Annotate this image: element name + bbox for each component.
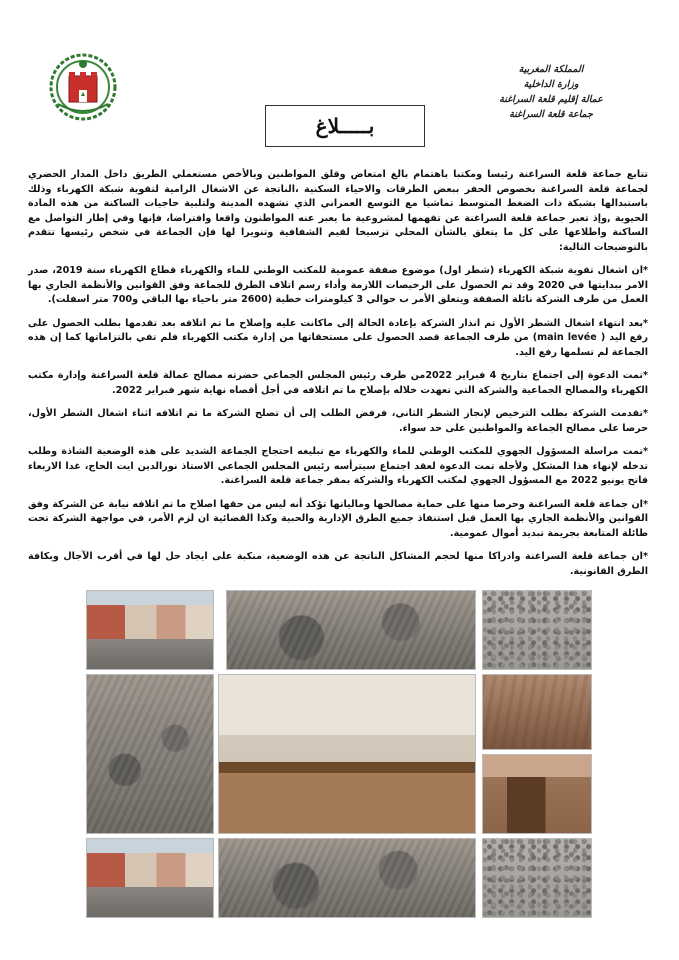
trench-photo bbox=[482, 754, 592, 834]
dirt-road-photo bbox=[482, 674, 592, 750]
damaged-road-photo bbox=[218, 838, 476, 918]
paragraph-7: *ان جماعة قلعة السراغنة وادراكا منها لحجم المشاكل الناتجة عن هذه الوضعية، منكبة على ايجاد حل لها في أقرب الآجال وبكافة الطرق القانونية. bbox=[28, 551, 648, 577]
header-line-ministry: وزارة الداخلية bbox=[523, 79, 579, 90]
paragraph-3: *تمت الدعوة إلى اجتماع بتاريخ 4 فبراير 2022من طرف رئيس المجلس الجماعي حضرته مصالح عمالة قلعة السراغنة وإدارة مكتب الكهرباء والمصالح الجماعية والشركة التي تعهدت خلاله بإصلاح ما تم اتلافه في أجل أقصاه نهاية شهر فبراير 2022. bbox=[28, 370, 648, 396]
road-repair-photo bbox=[86, 674, 214, 834]
gravel-closeup-photo bbox=[482, 590, 592, 670]
paragraph-5: *تمت مراسلة المسؤول الجهوي للمكتب الوطني للماء والكهرباء مع تبليغه احتجاج الجماعة الشديد على هذه الوضعية الشاذة وطلب تدخله لإنهاء هذا المشكل ولأجله تمت الدعوة لعقد اجتماع سيترأسه رئيس المجلس الجماعي الاستاذ نورالدين ايت الحاج، غدا الاربعاء فاتح يونيو 2022 مع المسؤول الجهوي لمكتب الكهرباء والشركة بمقر جماعة قلعة السراغنة. bbox=[28, 446, 648, 486]
paragraph-intro: تتابع جماعة قلعة السراغنة رئيسا ومكتبا باهتمام بالغ امتعاض وقلق المواطنين وبالأخص مستعملي الطريق داخل المدار الحضري لجماعة قلعة السراغنة بخصوص الحفر ببعض الطرقات والاحياء السكنية ،الناتجة عن الاشغال الرامية لتقوية شبكة الكهرباء وذلك باستبدالها بشبكة ذات الضغط المتوسط تماشيا مع التوسع العمراني الذي تشهده المدينة ولتلبية حاجيات الساكنة من هذه المادة الحيوية ,وإذ تعبر جماعة قلعة السراغنة عن تفهمها لمشروعية ما يعبر عنه المواطنون واقعا وافتراضا، فإنها وفي إطار التواصل مع الساكنة واطلاعها على كل ما يتعلق بالشأن المحلي ترسيخا لقيم الشفافية وتنويرا لها فإن الجماعة في شخص رئيسها تتقدم بالتوضيحات التالية: bbox=[28, 169, 648, 253]
meeting-photo bbox=[218, 674, 476, 834]
paragraph-1: *ان اشغال تقوية شبكة الكهرباء (شطر اول) موضوع صفقة عمومية للمكتب الوطني للماء والكهرباء قطاع الكهرباء سنة 2019، صدر الامر ببدايتها في 2020 وقد تم الحصول على الرخيصات اللازمة وأداء رسم اتلاف الطرق للجماعة وفق القوانين والأنظمة الجاري بها العمل من طرف الشركة نائلة الصفقة ويتعلق الأمر ب حوالي 3 كيلومترات خطية (2600 متر باحياء بها الباقي و700 متر اسفلت). bbox=[28, 265, 649, 305]
header-block bbox=[481, 62, 621, 122]
title-box bbox=[265, 105, 425, 147]
street-buildings-photo bbox=[86, 838, 214, 918]
gravel-surface-photo bbox=[482, 838, 592, 918]
street-workers-photo bbox=[86, 590, 214, 670]
header-line-kingdom: المملكة المغربية bbox=[518, 64, 584, 75]
municipality-logo-icon bbox=[48, 52, 118, 122]
paragraph-4: *تقدمت الشركة بطلب الترخيص لإنجاز الشطر الثاني، فرفض الطلب إلى أن تصلح الشركة ما تم اتلافه اثناء اشغال الشطر الأول، حرصا على مصالح الجماعة والمواطنين على حد سواء. bbox=[28, 408, 648, 434]
header-line-prefecture: عمالة إقليم قلعة السراغنة bbox=[499, 94, 603, 105]
header-line-commune: جماعة قلعة السراغنة bbox=[509, 109, 593, 120]
page-title: بـــــلاغ bbox=[315, 114, 375, 138]
road-damage-photo bbox=[226, 590, 476, 670]
communique-body bbox=[28, 168, 648, 588]
paragraph-6: *ان جماعة قلعة السراغنة وحرصا منها على حماية مصالحها ومالياتها تؤكد أنه ليس من حقها اصلاح ما تم اتلافه نيابة عن الشركة وفق القوانين والأنظمة الجاري بها العمل قبل استنفاذ جميع الطرق الإدارية والحبية وكذا القضائية ان لزم الأمر، في مواجهة الشركة تحت طائلة المتابعة بجريمة تبديد أموال عمومية. bbox=[28, 498, 648, 539]
paragraph-2: *بعد انتهاء اشغال الشطر الأول تم انذار الشركة بإعادة الحالة إلى ماكانت عليه وإصلاح ما تم اتلافه بعد تقدمها بطلب الحصول على رفع اليد ( main levée) من طرف الجماعة قصد الحصول على مستحقاتها من إدارة مكتب الكهرباء فلم تفي بالتزاماتها كما إن هذه الجماعة لم تسلمها رفع اليد. bbox=[28, 317, 648, 358]
